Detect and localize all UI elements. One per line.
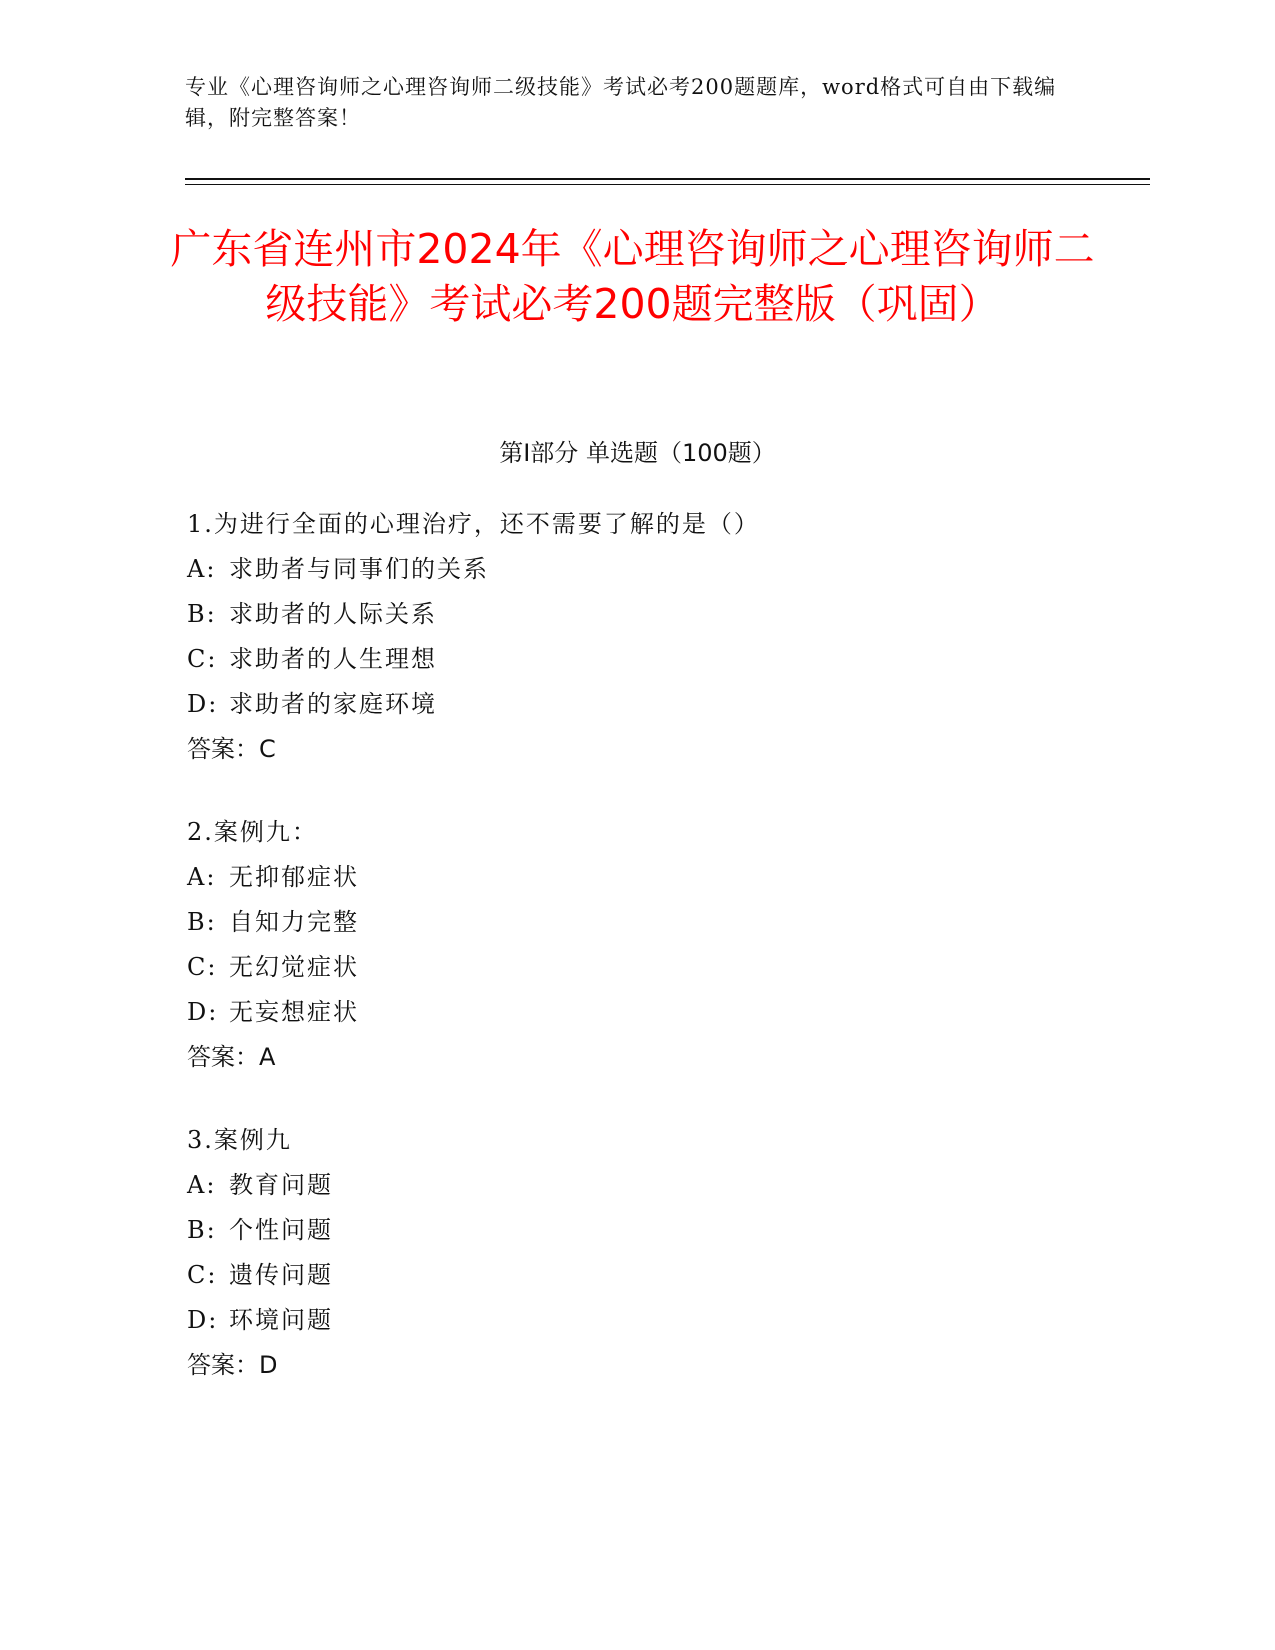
question-3: [187, 1118, 1087, 1388]
question-2: [187, 810, 1087, 1080]
option-b: [187, 900, 1087, 945]
option-letter: C:: [187, 1261, 218, 1289]
option-letter: D:: [187, 1306, 219, 1334]
option-a: [187, 1163, 1087, 1208]
option-c: [187, 637, 1087, 682]
option-text: 自知力完整: [229, 908, 359, 936]
option-text: 遗传问题: [229, 1261, 333, 1289]
option-letter: C:: [187, 645, 218, 673]
option-letter: A:: [187, 555, 217, 583]
option-text: 求助者的家庭环境: [229, 690, 437, 718]
answer-line: 答案：A: [187, 1043, 276, 1071]
option-c: [187, 1253, 1087, 1298]
intro-text: 专业《心理咨询师之心理咨询师二级技能》考试必考200题题库，word格式可自由下载编辑，附完整答案！: [185, 75, 1057, 130]
option-letter: D:: [187, 690, 219, 718]
option-text: 求助者的人际关系: [229, 600, 437, 628]
option-d: [187, 682, 1087, 727]
option-letter: B:: [187, 908, 217, 936]
option-letter: A:: [187, 1171, 217, 1199]
option-b: [187, 1208, 1087, 1253]
option-text: 求助者的人生理想: [229, 645, 437, 673]
option-letter: D:: [187, 998, 219, 1026]
option-text: 个性问题: [229, 1216, 333, 1244]
question-stem: 1.为进行全面的心理治疗，还不需要了解的是（）: [187, 510, 760, 538]
header-rule-thick: [185, 178, 1150, 180]
option-c: [187, 945, 1087, 990]
option-a: [187, 547, 1087, 592]
option-text: 无抑郁症状: [229, 863, 359, 891]
option-d: [187, 990, 1087, 1035]
option-a: [187, 855, 1087, 900]
option-text: 求助者与同事们的关系: [229, 555, 489, 583]
option-letter: A:: [187, 863, 217, 891]
option-text: 无妄想症状: [229, 998, 359, 1026]
option-b: [187, 592, 1087, 637]
section-heading: 第I部分 单选题（100题）: [499, 439, 776, 467]
option-text: 环境问题: [229, 1306, 333, 1334]
question-stem: 2.案例九：: [187, 818, 318, 846]
question-1: [187, 502, 1087, 772]
answer-line: 答案：C: [187, 735, 276, 763]
question-stem: 3.案例九: [187, 1126, 292, 1154]
answer-line: 答案：D: [187, 1351, 278, 1379]
header-rule-thin: [185, 184, 1150, 185]
document-title: 广东省连州市2024年《心理咨询师之心理咨询师二级技能》考试必考200题完整版（巩固）: [170, 225, 1095, 328]
option-letter: C:: [187, 953, 218, 981]
option-text: 教育问题: [229, 1171, 333, 1199]
option-d: [187, 1298, 1087, 1343]
option-text: 无幻觉症状: [229, 953, 359, 981]
option-letter: B:: [187, 1216, 217, 1244]
option-letter: B:: [187, 600, 217, 628]
